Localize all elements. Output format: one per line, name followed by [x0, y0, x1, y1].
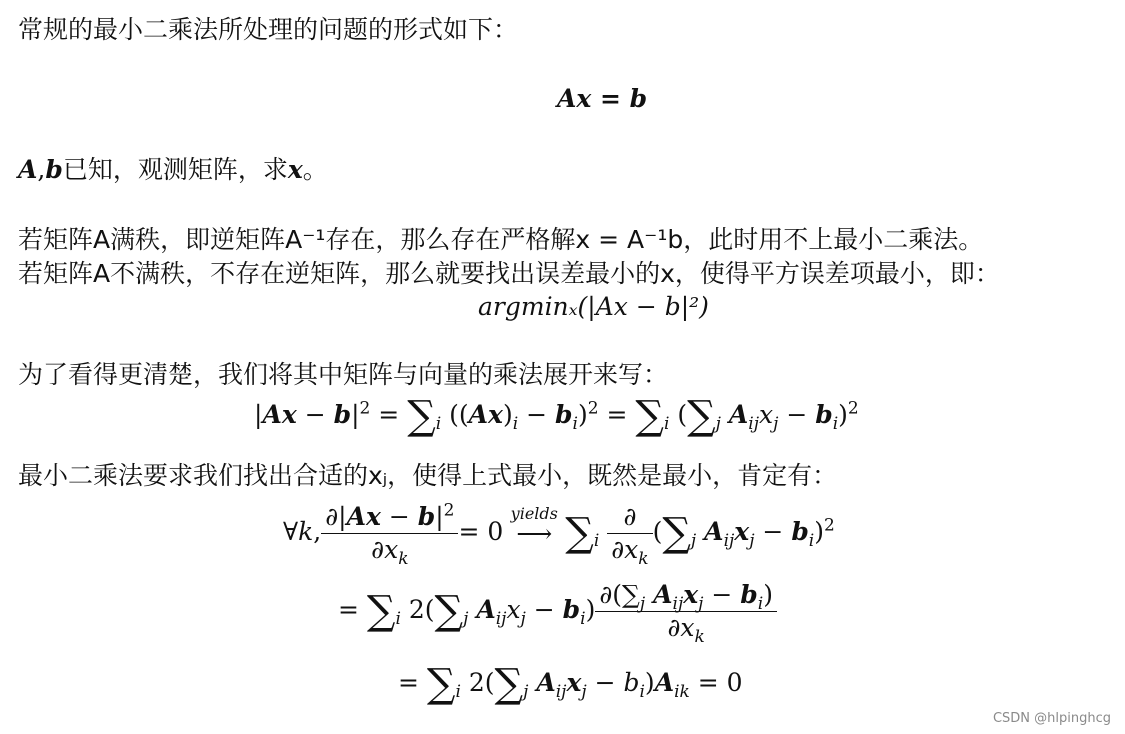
equation-argmin: argminₓ(|Ax − b|²) — [478, 292, 709, 321]
equation-step3: = $\sum_i$ $2(\sum_j$ $A_{ij}x_j - b_i)A_{ik} = 0$ — [398, 661, 743, 707]
fraction: $\frac{\partial(\sum_j A_{ij}x_j - b_i)}{\partial x_k}$ — [595, 580, 777, 643]
fraction: $\frac{\partial|Ax - b|^2}{\partial x_k}$ — [321, 502, 458, 565]
condition-text: 最小二乘法要求我们找出合适的xⱼ，使得上式最小，既然是最小，肯定有： — [18, 461, 838, 490]
not-full-rank-text: 若矩阵A不满秩，不存在逆矩阵，那么就要找出误差最小的x，使得平方误差项最小，即： — [18, 259, 1000, 288]
expand-text: 为了看得更清楚，我们将其中矩阵与向量的乘法展开来写： — [18, 360, 669, 389]
equation-derivative: ∀k, $\frac{\partial|Ax - b|^2}{\partial x_k}$ = 0 yields ⟶ $\sum_i$ $\frac{\partial}{\partial x_k}$ ($\sum_j$ $A_{ij}x_j - b_i)^2$ — [283, 500, 835, 569]
equation-expanded: $|Ax - b|^2 = \sum_i$ $((Ax)_i - b_i)^2 = \sum_i$ ($\sum_j$ $A_{ij}x_j - b_i)^2$ — [254, 393, 859, 439]
yields-arrow: yields ⟶ — [510, 503, 558, 548]
equation-ax-b: Ax = b — [557, 84, 648, 113]
equation-step2: = $\sum_i$ $2(\sum_j$ $A_{ij}x_j - b_i$) $\frac{\partial(\sum_j A_{ij}x_j - b_i)}{\partial x_k}$ — [338, 580, 777, 643]
intro-text: 常规的最小二乘法所处理的问题的形式如下： — [18, 15, 519, 44]
watermark: CSDN @hlpinghcg — [992, 711, 1111, 726]
known-text: A,b已知，观测矩阵，求x。 — [18, 155, 328, 184]
fraction: $\frac{\partial}{\partial x_k}$ — [607, 502, 652, 565]
full-rank-text: 若矩阵A满秩，即逆矩阵A⁻¹存在，那么存在严格解x = A⁻¹b，此时用不上最小二乘法。 — [18, 225, 984, 254]
